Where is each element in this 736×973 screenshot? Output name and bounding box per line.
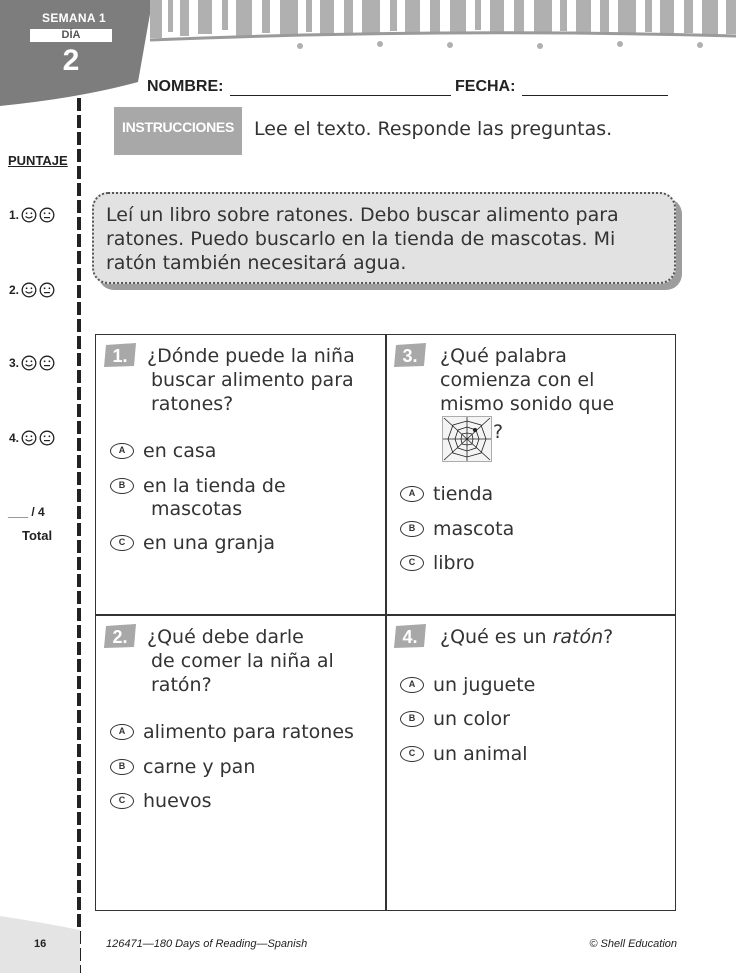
answer-bubble-a[interactable]: A: [110, 443, 134, 459]
smiley-face-icon[interactable]: [21, 430, 37, 446]
option-text: un juguete: [433, 674, 536, 696]
grid-divider-horizontal: [95, 614, 676, 616]
question-4: [394, 623, 428, 653]
question-1-text: [147, 344, 355, 416]
answer-bubble-b[interactable]: B: [400, 711, 424, 727]
question-line: ¿Qué debe darle: [147, 626, 304, 648]
option-text: tienda: [433, 483, 494, 505]
question-line: buscar alimento para: [151, 369, 354, 391]
question-4-option-b[interactable]: [400, 708, 510, 730]
name-label: NOMBRE:: [147, 78, 224, 95]
question-3-option-c[interactable]: [400, 552, 475, 574]
score-row: [9, 428, 55, 448]
option-text: libro: [433, 552, 475, 574]
unhappy-face-icon[interactable]: [39, 207, 55, 223]
option-text: en casa: [143, 440, 217, 462]
question-line: de comer la niña al: [151, 650, 334, 672]
smiley-face-icon[interactable]: [21, 282, 37, 298]
question-number: 1.: [112, 346, 128, 366]
option-text: huevos: [143, 790, 212, 812]
option-text: carne y pan: [143, 756, 256, 778]
question-line: ratón?: [151, 674, 212, 696]
grid-divider-vertical: [385, 334, 387, 911]
passage-line: ratón también necesitará agua.: [106, 252, 407, 274]
instructions-text: Lee el texto. Responde las preguntas.: [254, 118, 613, 140]
question-1-option-a[interactable]: [110, 440, 216, 462]
page-number: 16: [34, 938, 47, 950]
smiley-face-icon[interactable]: [21, 355, 37, 371]
score-row: [9, 205, 55, 225]
answer-bubble-c[interactable]: C: [110, 793, 134, 809]
option-text-continued: mascotas: [151, 498, 243, 520]
question-3: [394, 342, 428, 372]
question-line: mismo sonido que: [440, 393, 615, 415]
option-text: un color: [433, 708, 510, 730]
week-label: SEMANA 1: [42, 11, 106, 25]
answer-bubble-b[interactable]: B: [110, 478, 134, 494]
question-number-badge: [394, 623, 428, 649]
question-number: 3.: [402, 346, 418, 366]
question-3-mark: ?: [493, 421, 504, 443]
question-1: [104, 342, 138, 372]
passage-line: Leí un libro sobre ratones. Debo buscar alimento para: [106, 204, 619, 226]
option-text: alimento para ratones: [143, 721, 354, 743]
passage-text: [106, 203, 666, 275]
date-label: FECHA:: [455, 78, 516, 95]
answer-bubble-a[interactable]: A: [400, 486, 424, 502]
score-row: [9, 280, 55, 300]
option-text: un animal: [433, 743, 528, 765]
question-1-option-b[interactable]: [110, 475, 286, 497]
day-label: DÍA: [30, 29, 112, 42]
unhappy-face-icon[interactable]: [39, 430, 55, 446]
answer-bubble-a[interactable]: A: [110, 724, 134, 740]
question-italic-word: ratón: [552, 626, 604, 648]
footer-publisher: © Shell Education: [589, 938, 677, 950]
instructions-label: INSTRUCCIONES: [122, 119, 234, 135]
question-4-option-a[interactable]: [400, 674, 535, 696]
name-field[interactable]: [230, 79, 451, 96]
question-suffix: ?: [603, 626, 614, 648]
date-field[interactable]: [522, 79, 668, 96]
score-title: PUNTAJE: [8, 153, 68, 168]
answer-bubble-b[interactable]: B: [110, 759, 134, 775]
spider-web-icon: [442, 416, 492, 462]
score-total: ___ / 4: [8, 505, 45, 519]
question-number-badge: [394, 342, 428, 368]
question-number-badge: [104, 623, 138, 649]
question-line: comienza con el: [440, 369, 595, 391]
question-2-option-a[interactable]: [110, 721, 354, 743]
answer-bubble-c[interactable]: C: [110, 535, 134, 551]
option-text: en la tienda de: [143, 475, 286, 497]
answer-bubble-c[interactable]: C: [400, 746, 424, 762]
answer-bubble-b[interactable]: B: [400, 521, 424, 537]
question-2-option-c[interactable]: [110, 790, 212, 812]
question-3-option-a[interactable]: [400, 483, 493, 505]
margin-divider: [77, 98, 81, 973]
question-prefix: ¿Qué es un: [440, 626, 553, 648]
question-4-option-c[interactable]: [400, 743, 528, 765]
answer-bubble-c[interactable]: C: [400, 555, 424, 571]
option-text: en una granja: [143, 532, 276, 554]
question-line: ¿Dónde puede la niña: [147, 345, 355, 367]
question-number-badge: [104, 342, 138, 368]
question-4-text: [440, 625, 613, 649]
option-text: mascota: [433, 518, 515, 540]
passage-line: ratones. Puedo buscarlo en la tienda de mascotas. Mi: [106, 228, 616, 250]
day-number: 2: [62, 44, 80, 77]
question-3-option-b[interactable]: [400, 518, 514, 540]
question-3-text: [440, 344, 614, 416]
score-item-number: 2.: [9, 283, 20, 297]
question-line: ¿Qué palabra: [440, 345, 567, 367]
score-total-label: Total: [22, 528, 53, 543]
footer-book-title: 126471—180 Days of Reading—Spanish: [106, 938, 308, 950]
question-number: 4.: [402, 627, 418, 647]
score-item-number: 3.: [9, 356, 20, 370]
question-2: [104, 623, 138, 653]
smiley-face-icon[interactable]: [21, 207, 37, 223]
answer-bubble-a[interactable]: A: [400, 677, 424, 693]
question-number: 2.: [112, 627, 128, 647]
unhappy-face-icon[interactable]: [39, 355, 55, 371]
score-row: [9, 353, 55, 373]
question-2-text: [147, 625, 334, 697]
score-item-number: 1.: [9, 208, 20, 222]
unhappy-face-icon[interactable]: [39, 282, 55, 298]
score-item-number: 4.: [9, 431, 20, 445]
question-line: ratones?: [151, 393, 234, 415]
question-2-option-b[interactable]: [110, 756, 255, 778]
question-1-option-c[interactable]: [110, 532, 275, 554]
